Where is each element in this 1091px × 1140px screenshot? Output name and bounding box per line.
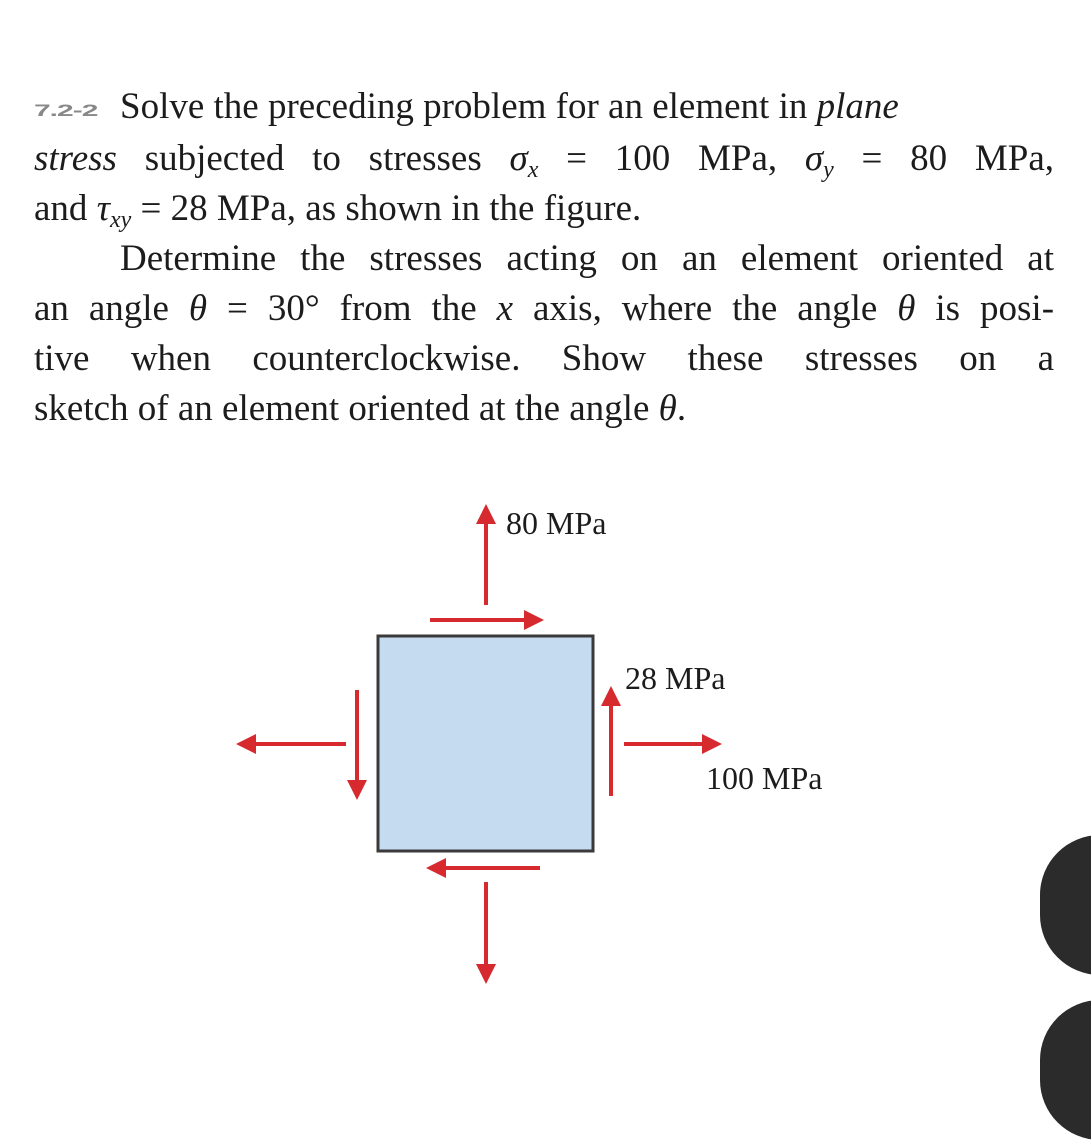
problem-line-3: and $\tau_{xy} = 28$ MPa, as shown in the figure. xyxy=(34,188,642,233)
problem-line-5: an angle θ = 30° from the x axis, where the angle θ is posi- xyxy=(34,288,1055,329)
label-28-mpa: 28 MPa xyxy=(625,660,726,696)
plane-word: plane xyxy=(816,86,899,127)
problem-line-4: Determine the stresses acting on an element oriented at xyxy=(120,238,1054,279)
problem-line-7: sketch of an element oriented at the angle θ. xyxy=(34,388,687,429)
problem-number: 7.2-2 xyxy=(34,101,98,121)
problem-line-6: tive when counterclockwise. Show these stresses on a xyxy=(34,338,1054,379)
label-80-mpa: 80 MPa xyxy=(506,505,607,541)
label-100-mpa: 100 MPa xyxy=(706,760,823,796)
stress-element xyxy=(378,636,593,851)
problem-line-1: 7.2-2 Solve the preceding problem for an element in plane xyxy=(34,86,899,127)
problem-line-2: stress subjected to stresses $\sigma_x = 100$ MPa, $\sigma_y = 80$ MPa, xyxy=(34,138,1055,183)
